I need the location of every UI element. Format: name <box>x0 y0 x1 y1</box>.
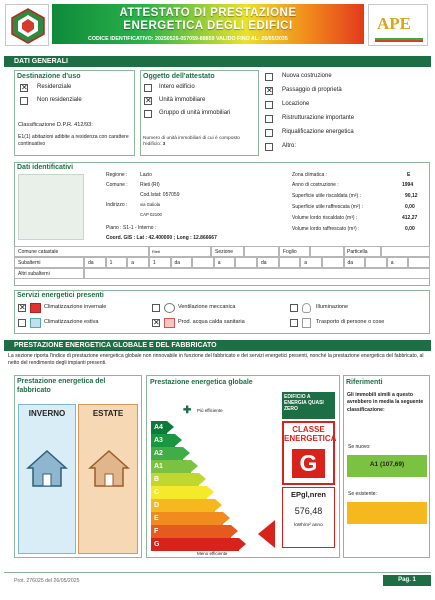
gruppo-unita-checkbox[interactable] <box>144 110 152 118</box>
document-title-line2: ENERGETICA DEGLI EDIFICI <box>123 20 293 32</box>
subalterni-cell-3 <box>149 257 171 268</box>
ape-logo <box>368 4 428 46</box>
acqua-calda-checkbox[interactable]: ✕ <box>153 318 160 327</box>
subalterni-cell-8 <box>257 257 279 268</box>
comune-catastale-cell: Comune catastale <box>14 246 149 257</box>
subalterni-cell-11 <box>322 257 344 268</box>
subalterni-cell-7 <box>235 257 257 268</box>
ventilazione-checkbox[interactable] <box>152 304 160 312</box>
sezione-cell: Sezione <box>211 246 244 257</box>
energy-class-bar-g: G <box>151 538 239 551</box>
subalterni-cell-text: da <box>347 260 354 266</box>
ape-logo-text: APE <box>377 14 411 33</box>
energy-class-bar-d: D <box>151 499 215 512</box>
unita-immobiliare-checkbox[interactable]: ✕ <box>145 96 152 105</box>
sup-raffrescata-value: 0,00 <box>405 204 415 210</box>
altro-label: Altro: <box>282 143 297 149</box>
inverno-label: INVERNO <box>28 409 66 418</box>
summer-house-icon <box>87 448 131 495</box>
epgl-label: EPgl,nren <box>290 490 326 499</box>
passaggio-proprieta-label: Passaggio di proprietà <box>282 87 342 93</box>
indirizzo-label: Indirizzo : <box>106 202 128 208</box>
subalterni-cell-2 <box>127 257 149 268</box>
trasporto-label: Trasporto di persone o cose <box>316 319 385 325</box>
classificazione-value: E1(1) abitazioni adibite a residenza con carattere continuativo <box>18 134 129 147</box>
subalterni-row <box>84 257 430 268</box>
subalterni-cell-text: da <box>174 260 181 266</box>
particella-cell: Particella <box>344 246 381 257</box>
vol-riscaldato-label: Volume lordo riscaldato (m³) : <box>292 215 358 221</box>
nuovo-class-value: A1 (107,69) <box>369 461 405 468</box>
anno-costruzione-value: 1994 <box>402 182 414 188</box>
cod-istat: Cod.Istat: 057059 <box>140 192 180 198</box>
riqualificazione-label: Riqualificazione energetica <box>282 129 354 135</box>
energy-class-bar-a1: A1 <box>151 460 191 473</box>
vol-riscaldato-value: 412,27 <box>402 215 418 221</box>
altro-checkbox[interactable] <box>265 143 273 151</box>
ventilazione-label: Ventilazione meccanica <box>178 304 236 310</box>
cap-value: CAP 02100 <box>140 212 162 217</box>
coord-gis-value: Coord. GIS : Lat : 42.400000 ; Long : 12.866667 <box>106 235 217 241</box>
riferimenti-text: Gli immobili simili a questo avrebbero in media la seguente classificazione: <box>347 392 424 413</box>
locazione-checkbox[interactable] <box>265 101 273 109</box>
particella-value-cell <box>381 246 430 257</box>
esistente-class-bar <box>347 502 427 524</box>
foglio-cell: Foglio <box>279 246 310 257</box>
intero-edificio-checkbox[interactable] <box>144 84 152 92</box>
clim-invernale-checkbox[interactable]: ✕ <box>19 303 26 312</box>
nuova-costruzione-label: Nuova costruzione <box>282 73 332 79</box>
light-bulb-icon <box>302 303 311 313</box>
prestazione-intro: La sezione riporta l'indice di prestazione energetica globale non rinnovabile in funzione del fabbricato e dei servizi energetici presenti, nonché la prestazione energetica del fabbricato, al netto del rendimento degli impianti presenti. <box>8 353 424 367</box>
piano-value: Piano : S1-1 - Interno : <box>106 225 157 231</box>
globale-title: Prestazione energetica globale <box>150 379 253 386</box>
comune-value: Rieti (RI) <box>140 182 160 188</box>
protocol-number: Prot. 276025 del 26/05/2025 <box>14 578 80 584</box>
energy-class-bar-e: E <box>151 512 223 525</box>
riqualificazione-checkbox[interactable] <box>265 129 273 137</box>
classe-value: G <box>292 449 325 478</box>
document-title-line1: ATTESTATO DI PRESTAZIONE <box>119 7 297 19</box>
subalterni-cell-text: da <box>261 260 267 266</box>
regione-label: Regione : <box>106 172 128 178</box>
piu-efficiente-label: Più efficiente <box>197 408 223 413</box>
subalterni-cell-text: 1 <box>152 260 156 266</box>
subalterni-cell-10 <box>300 257 322 268</box>
anno-costruzione-label: Anno di costruzione : <box>292 182 339 188</box>
regione-value: Lazio <box>140 172 152 178</box>
clim-estiva-checkbox[interactable] <box>18 319 26 327</box>
residenziale-label: Residenziale <box>37 84 72 90</box>
intero-edificio-label: Intero edificio <box>159 84 195 90</box>
se-nuovo-label: Se nuovo: <box>348 444 371 450</box>
page-number: Pag. 1 <box>383 575 431 586</box>
gruppo-unita-label: Gruppo di unità immobiliari <box>159 110 231 116</box>
energy-class-bar-b: B <box>151 473 199 486</box>
subalterni-cell-text: 1 <box>109 260 113 266</box>
indirizzo-value: via Galiola <box>140 202 161 207</box>
subalterni-cell-1 <box>106 257 128 268</box>
subalterni-cell-9 <box>279 257 301 268</box>
estate-label: ESTATE <box>92 409 124 418</box>
nzeb-badge: EDIFICIO A ENERGIA QUASI ZERO <box>282 392 335 419</box>
winter-house-icon <box>25 448 69 495</box>
classe-energetica-label: CLASSE ENERGETICA <box>284 425 337 443</box>
subalterni-cell-14 <box>387 257 409 268</box>
unita-immobiliare-label: Unità immobiliare <box>159 97 206 103</box>
subalterni-cell-text: a <box>390 260 394 266</box>
fabbricato-title: Prestazione energetica del fabbricato <box>17 378 106 394</box>
identification-code: CODICE IDENTIFICATIVO: 20250526-057059-88859 VALIDO FINO AL: 26/05/2035 <box>88 36 288 42</box>
altri-subalterni-cell: Altri subalterni <box>14 268 84 279</box>
non-residenziale-label: Non residenziale <box>37 97 82 103</box>
sup-riscaldata-label: Superficie utile riscaldata (m²) : <box>292 193 361 199</box>
comune-label: Comune : <box>106 182 128 188</box>
trasporto-checkbox[interactable] <box>290 319 298 327</box>
section-prestazione <box>4 340 431 351</box>
subalterni-cell-0 <box>84 257 106 268</box>
energy-class-bar-f: F <box>151 525 231 538</box>
epgl-unit: kWh/m² anno <box>294 523 323 528</box>
illuminazione-label: Illuminazione <box>316 304 349 310</box>
section-dati-generali-title: DATI GENERALI <box>14 58 68 65</box>
acqua-calda-label: Prod. acqua calda sanitaria <box>178 319 245 325</box>
section-dati-generali <box>4 56 431 67</box>
energy-class-bar-a2: A2 <box>151 447 183 460</box>
comune-catastale-value-cell: Rieti <box>149 246 211 257</box>
subalterni-cell-5 <box>192 257 214 268</box>
oggetto-title: Oggetto dell'attestato <box>143 73 215 80</box>
hot-water-icon <box>164 318 175 328</box>
subalterni-cell: Subalterni <box>14 257 84 268</box>
subalterni-cell-text: a <box>131 260 135 266</box>
air-conditioner-icon <box>30 318 41 328</box>
numero-unita-value: 3 <box>162 142 166 147</box>
current-class-arrow <box>258 520 275 548</box>
section-prestazione-title: PRESTAZIONE ENERGETICA GLOBALE E DEL FABBRICATO <box>14 342 217 349</box>
locazione-label: Locazione <box>282 101 310 107</box>
subalterni-cell-text: a <box>304 260 308 266</box>
illuminazione-checkbox[interactable] <box>290 304 298 312</box>
vol-raffrescato-label: Volume lordo raffrescato (m³) : <box>292 226 360 232</box>
zona-climatica-value: E <box>407 172 411 178</box>
leaf-icon: ✚ <box>183 405 192 416</box>
subalterni-cell-4 <box>171 257 193 268</box>
clim-estiva-label: Climatizzazione estiva <box>44 319 99 325</box>
republic-emblem-logo <box>5 4 49 46</box>
altri-subalterni-value-cell <box>84 268 430 279</box>
subalterni-cell-15 <box>408 257 430 268</box>
numero-unita-label: Numero di unità immobiliari di cui è composto l'edificio: 3 <box>143 136 240 147</box>
epgl-value: 576,48 <box>294 506 323 516</box>
non-residenziale-checkbox[interactable] <box>20 97 28 105</box>
sup-raffrescata-label: Superficie utile raffrescata (m²) : <box>292 204 364 210</box>
subalterni-cell-text: da <box>88 260 94 266</box>
energy-class-bar-c: C <box>151 486 207 499</box>
residenziale-checkbox[interactable]: ✕ <box>21 83 28 92</box>
dati-identificativi-title: Dati identificativi <box>17 164 74 171</box>
subalterni-cell-6 <box>214 257 236 268</box>
building-photo <box>18 174 84 240</box>
subalterni-cell-12 <box>344 257 366 268</box>
se-esistente-label: Se esistente: <box>348 491 377 497</box>
zona-climatica-label: Zona climatica : <box>292 172 328 178</box>
servizi-title: Servizi energetici presenti <box>17 292 104 299</box>
vol-raffrescato-value: 0,00 <box>405 226 415 232</box>
fan-icon <box>164 303 175 313</box>
riferimenti-title: Riferimenti <box>346 379 383 386</box>
nuova-costruzione-checkbox[interactable] <box>265 73 273 81</box>
sup-riscaldata-value: 90,12 <box>405 193 418 199</box>
destinazione-title: Destinazione d'uso <box>17 73 81 80</box>
ristrutturazione-label: Ristrutturazione importante <box>282 115 355 121</box>
sezione-value-cell <box>244 246 279 257</box>
energy-class-bar-a4: A4 <box>151 421 167 434</box>
passaggio-proprieta-checkbox[interactable]: ✕ <box>266 86 273 95</box>
meno-efficiente-label: Meno efficiente <box>197 551 228 556</box>
energy-class-bar-a3: A3 <box>151 434 175 447</box>
subalterni-cell-text: a <box>217 260 221 266</box>
radiator-icon <box>30 303 41 313</box>
classificazione-label: Classificazione D.P.R. 412/93: <box>18 122 93 128</box>
subalterni-cell-13 <box>365 257 387 268</box>
foglio-value-cell <box>310 246 344 257</box>
ristrutturazione-checkbox[interactable] <box>265 115 273 123</box>
clim-invernale-label: Climatizzazione invernale <box>44 304 107 310</box>
footer-divider <box>4 572 431 573</box>
elevator-icon <box>302 318 311 328</box>
